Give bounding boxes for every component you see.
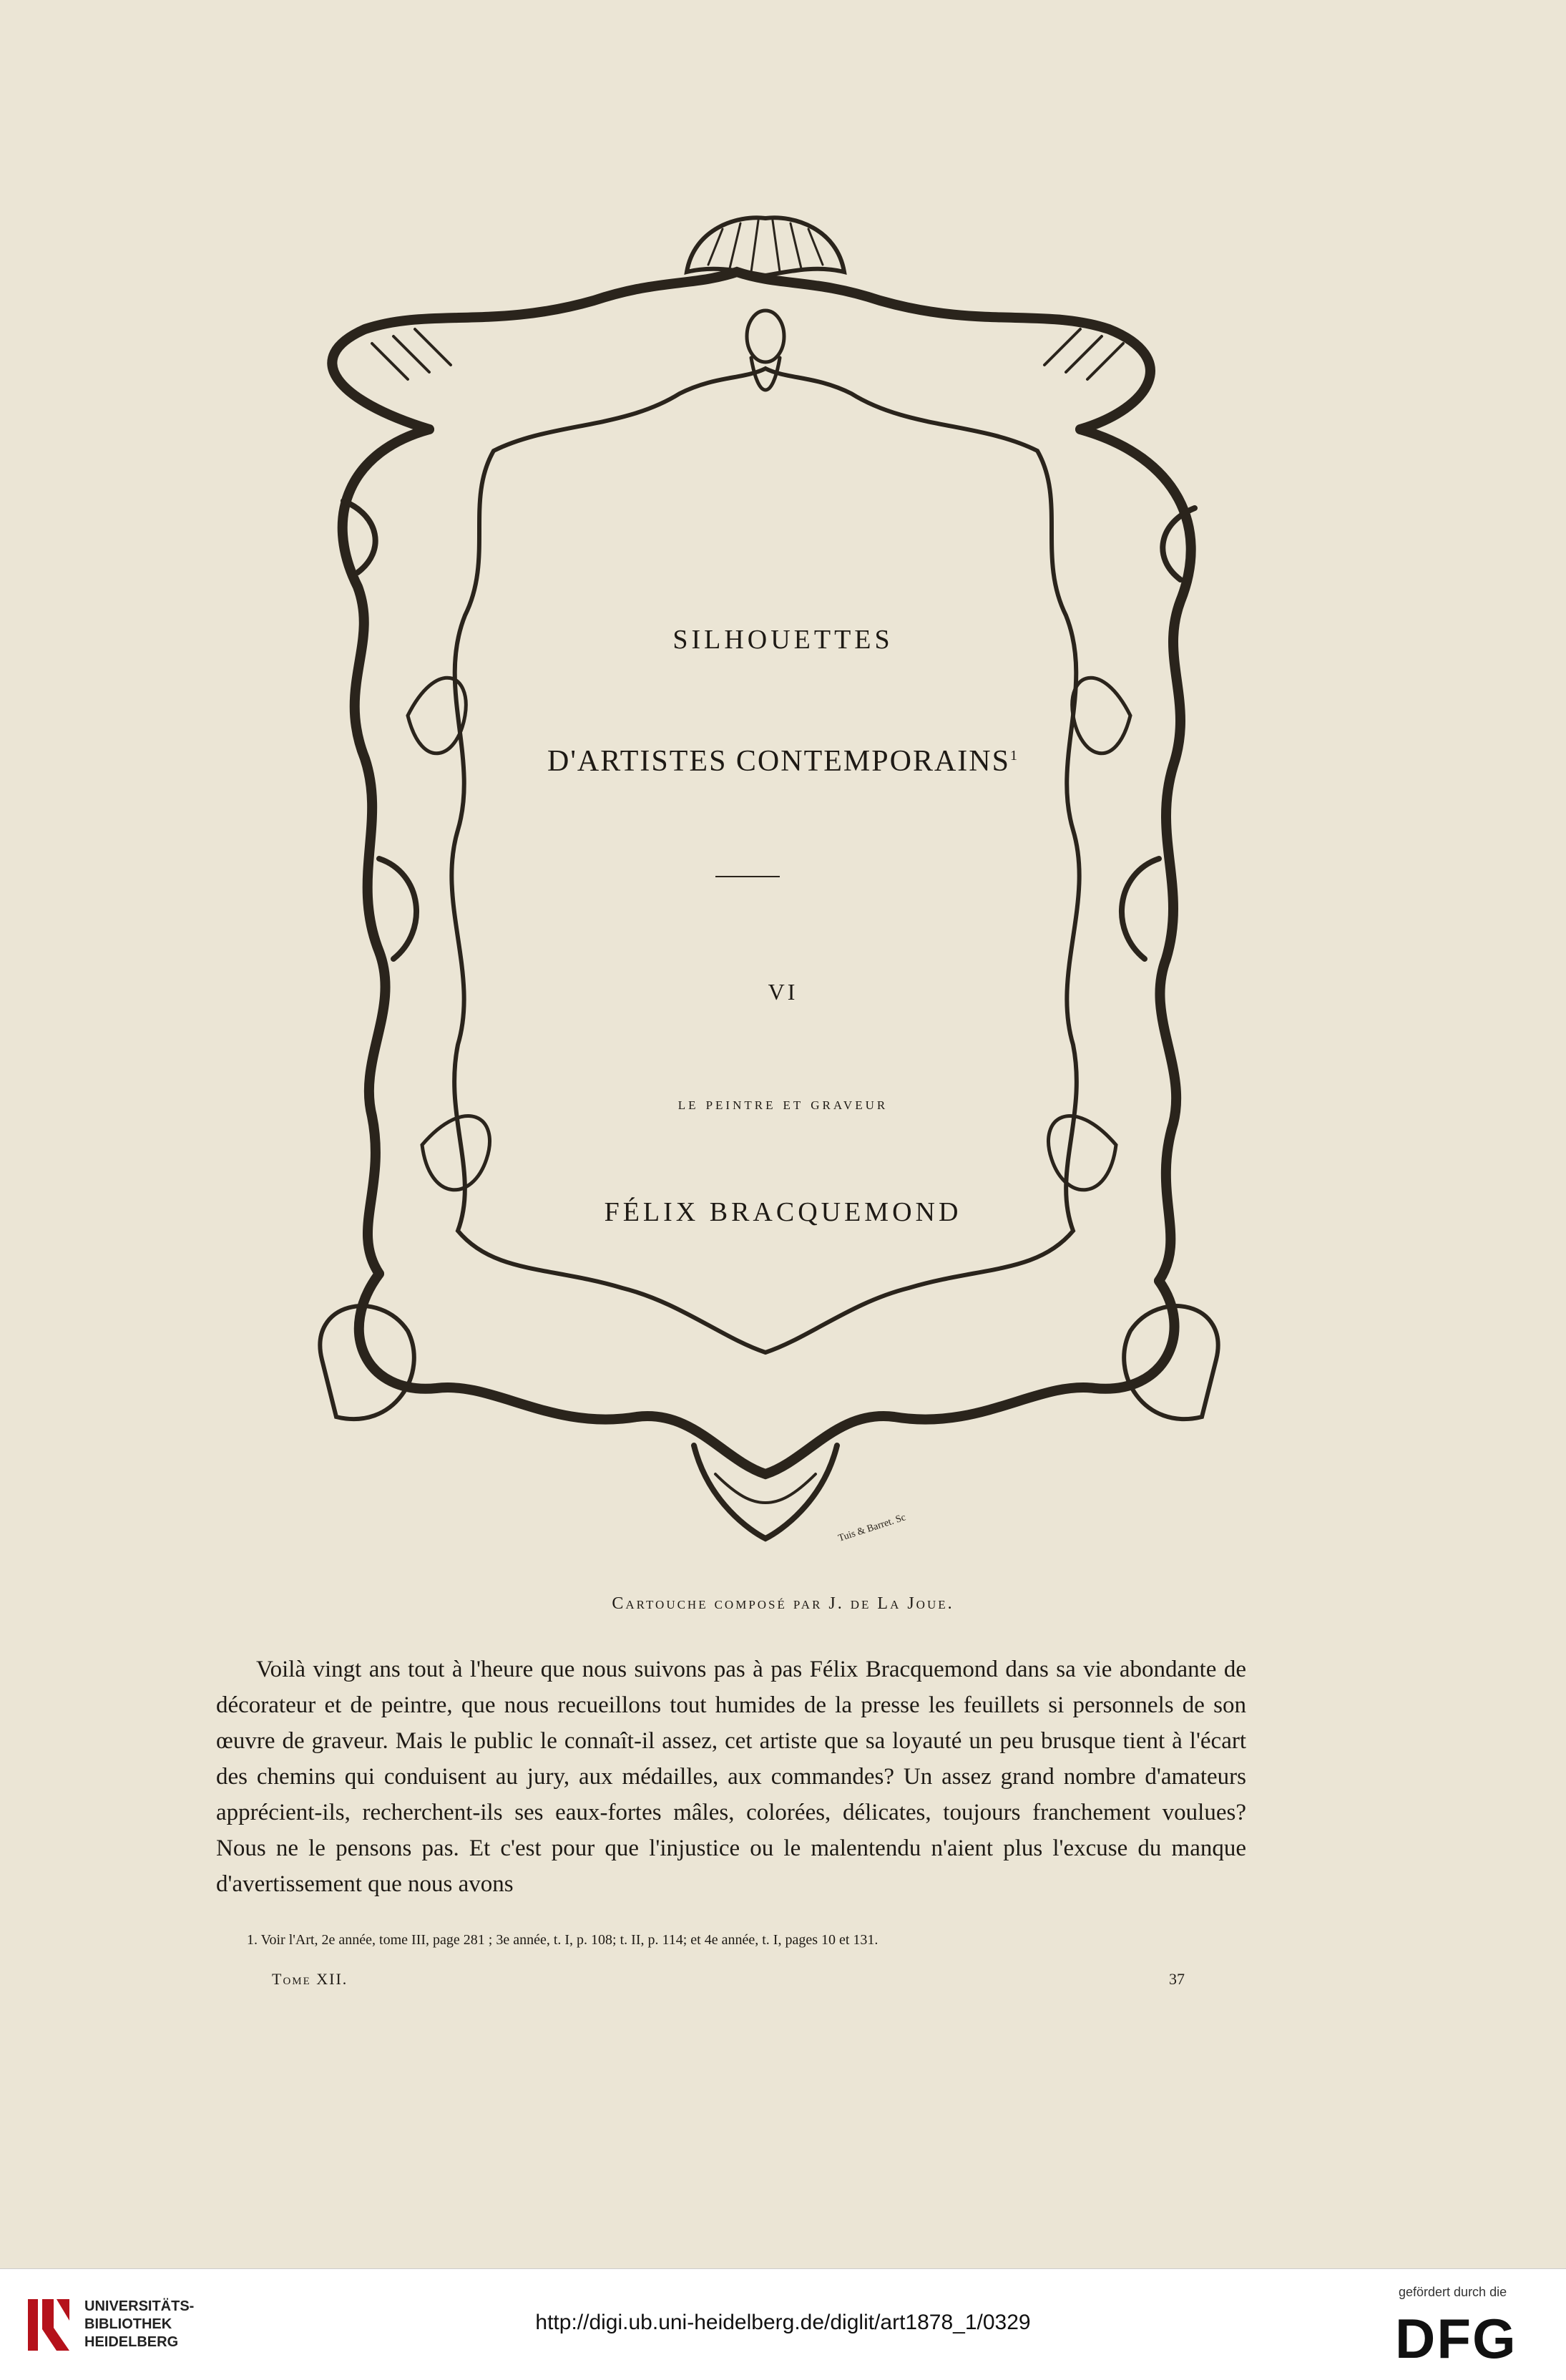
body-text bbox=[216, 1652, 1246, 1902]
cartouche-engraving bbox=[193, 215, 1374, 1574]
artist-role: le peintre et graveur bbox=[677, 1095, 889, 1113]
body-paragraph: Voilà vingt ans tout à l'heure que nous suivons pas à pas Félix Bracquemond dans sa vie abondante de décorateur et de peintre, que nous recueillons tout humides de la presse les feuillets si personnels de son œuvre de graveur. Mais le public le connaît-il assez, cet artiste que sa loyauté un peu brusque tient à l'écart des chemins qui conduisent au jury, aux médailles, aux commandes? Un assez grand nombre d'amateurs apprécient-ils, recherchent-ils ses eaux-fortes mâles, colorées, délicates, toujours franchement voulues? Nous ne le pensons pas. Et c'est pour que l'injustice ou le malentendu n'aient plus l'excuse du manque d'avertissement que nous avons bbox=[216, 1657, 1246, 1897]
footer-bar bbox=[0, 2268, 1566, 2380]
footnote: 1. Voir l'Art, 2e année, tome III, page 281 ; 3e année, t. I, p. 108; t. II, p. 114; et 4e année, t. I, pages 10 et 131. bbox=[247, 1932, 879, 1948]
figure-caption: Cartouche composé par J. de La Joue. bbox=[612, 1594, 954, 1613]
engraver-signature: Tuis & Barret. Sc bbox=[836, 1512, 908, 1544]
section-number: VI bbox=[768, 979, 798, 1005]
artist-name: FÉLIX BRACQUEMOND bbox=[604, 1197, 962, 1227]
library-name[interactable]: UNIVERSITÄTS- BIBLIOTHEK HEIDELBERG bbox=[84, 2298, 195, 2350]
title-rule bbox=[715, 876, 780, 877]
footnote-marker: 1 bbox=[1009, 748, 1019, 764]
funding-text: gefördert durch die bbox=[1399, 2285, 1507, 2299]
title: SILHOUETTES bbox=[672, 625, 894, 655]
dfg-logo[interactable]: DFG bbox=[1395, 2307, 1517, 2370]
volume-label: Tome XII. bbox=[272, 1970, 348, 1988]
permalink-url[interactable]: http://digi.ub.uni-heidelberg.de/diglit/art1878_1/0329 bbox=[535, 2311, 1031, 2334]
page-number: 37 bbox=[1169, 1970, 1185, 1988]
rococo-cartouche-frame bbox=[193, 215, 1374, 1574]
subtitle: D'ARTISTES CONTEMPORAINS$^1$ bbox=[547, 745, 1019, 778]
